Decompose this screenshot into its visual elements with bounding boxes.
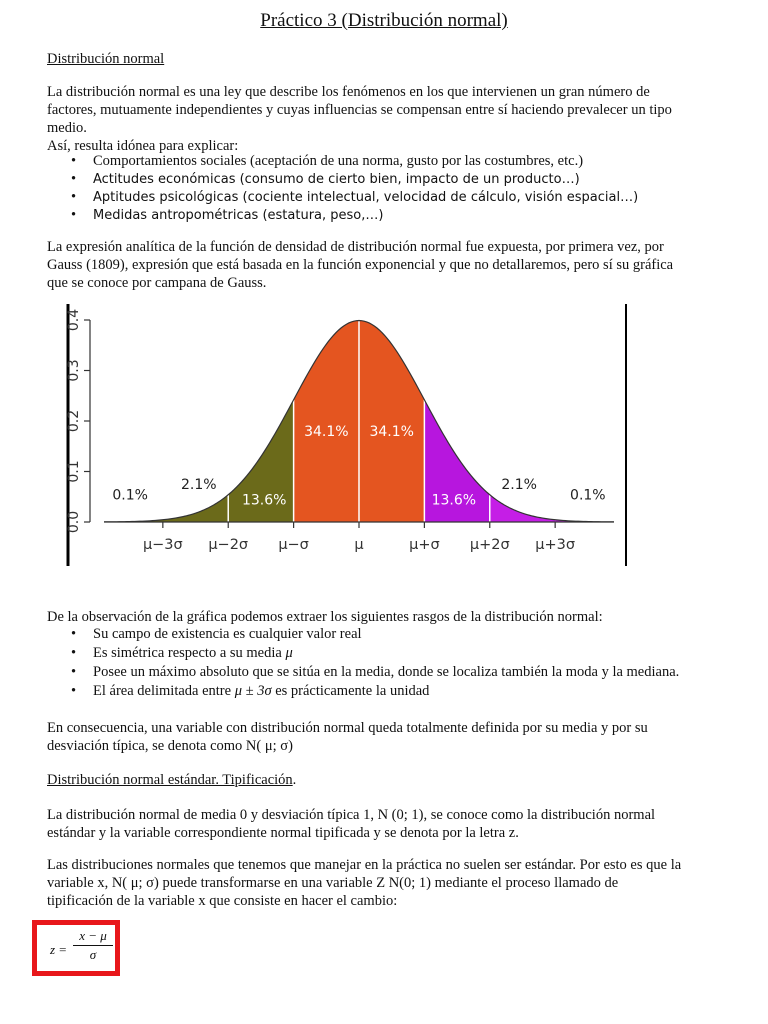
text-line: factores, mutuamente independientes y cuyas influencias se compensan entre sí haciendo prevalecer un tipo [47, 102, 672, 118]
tipificacion-paragraph [47, 856, 737, 910]
text-line: medio. [47, 120, 87, 136]
list-item-text: Medidas antropométricas (estatura, peso,…) [93, 208, 384, 223]
intro-paragraph [47, 83, 737, 155]
chart-data-label: 0.1% [112, 487, 148, 504]
chart-y-tick-label: 0.2 [66, 409, 82, 433]
list-item-text: es prácticamente la unidad [271, 683, 430, 699]
formula-numerator: x − μ [79, 928, 107, 943]
text-line: que se conoce por campana de Gauss. [47, 275, 267, 291]
chart-x-tick-label: μ+3σ [535, 537, 576, 553]
list-item [47, 625, 679, 644]
heading-suffix: . [292, 772, 297, 788]
z-formula-box [32, 920, 120, 976]
text-line: desviación típica, se denota como N( μ; σ) [47, 738, 293, 754]
bullet-icon: • [71, 153, 77, 169]
fraction-bar [73, 945, 113, 946]
text-line: La distribución normal de media 0 y desviación típica 1, N (0; 1), se conoce como la distribución normal [47, 807, 656, 823]
standard-paragraph [47, 806, 737, 842]
gauss-paragraph [47, 238, 737, 292]
text-line: variable x, N( μ; σ) puede transformarse en una variable Z N(0; 1) mediante el proceso llamado de [47, 875, 619, 891]
page-title: Práctico 3 (Distribución normal) [260, 10, 508, 31]
section-heading-distribucion-normal: Distribución normal [47, 51, 165, 67]
applications-list [47, 152, 638, 224]
text-line: En consecuencia, una variable con distribución normal queda totalmente definida por su media y por su [47, 720, 648, 736]
chart-x-tick-label: μ−2σ [208, 537, 249, 553]
chart-y-tick-label: 0.0 [66, 510, 82, 534]
list-item-text: Comportamientos sociales (aceptación de una norma, gusto por las costumbres, etc.) [93, 153, 584, 169]
chart-y-tick-label: 0.3 [66, 359, 82, 382]
bullet-icon: • [71, 645, 77, 661]
bullet-icon: • [71, 683, 77, 699]
list-item [47, 170, 638, 188]
math-mu: μ [285, 645, 293, 661]
list-item [47, 682, 679, 701]
list-item-text: Aptitudes psicológicas (cociente intelectual, velocidad de cálculo, visión espacial…) [93, 190, 639, 205]
section-heading-estandar [47, 772, 296, 789]
formula-lhs: z = [50, 942, 68, 957]
list-item [47, 663, 679, 682]
formula-denominator: σ [89, 947, 97, 962]
chart-region [294, 321, 359, 522]
text-line: tipificación de la variable x que consiste en hacer el cambio: [47, 893, 398, 909]
list-item-text: Es simétrica respecto a su media [93, 645, 286, 661]
chart-region [359, 321, 424, 522]
chart-x-tick-label: μ+2σ [469, 537, 510, 553]
list-item [47, 188, 638, 206]
chart-data-label: 34.1% [304, 424, 349, 441]
list-item-text: Su campo de existencia es cualquier valor real [93, 626, 362, 642]
list-item-text: Actitudes económicas (consumo de cierto bien, impacto de un producto…) [93, 172, 580, 187]
chart-data-label: 13.6% [241, 492, 287, 509]
list-item-text: Posee un máximo absoluto que se sitúa en la media, donde se localiza también la moda y la mediana. [93, 664, 680, 680]
list-item [47, 152, 638, 170]
chart-region [490, 495, 555, 522]
list-item [47, 206, 638, 224]
text-line: La expresión analítica de la función de densidad de distribución normal fue expuesta, por primera vez, por [47, 239, 664, 255]
gauss-bell-chart [66, 304, 628, 566]
text-line: Gauss (1809), expresión que está basada en la función exponencial y que no detallaremos, pero sí su gráfica [47, 257, 674, 273]
bullet-icon: • [71, 189, 77, 205]
properties-list [47, 625, 679, 701]
list-item [47, 644, 679, 663]
math-mu-pm-3sigma: μ ± 3σ [234, 683, 272, 699]
text-line: La distribución normal es una ley que describe los fenómenos en los que intervienen un gran número de [47, 84, 650, 100]
bullet-icon: • [71, 207, 77, 223]
chart-x-tick-label: μ+σ [409, 537, 440, 553]
observations-intro: De la observación de la gráfica podemos extraer los siguientes rasgos de la distribución normal: [47, 609, 603, 625]
list-item-text: El área delimitada entre [93, 683, 235, 699]
chart-x-tick-label: μ−3σ [142, 537, 183, 553]
chart-data-label: 2.1% [501, 477, 537, 494]
chart-data-label: 34.1% [369, 424, 414, 441]
chart-y-tick-label: 0.1 [66, 460, 82, 483]
chart-data-label: 2.1% [181, 477, 217, 494]
chart-data-label: 0.1% [570, 487, 606, 504]
chart-y-tick-label: 0.4 [66, 308, 82, 332]
bullet-icon: • [71, 171, 77, 187]
text-line: Así, resulta idónea para explicar: [47, 138, 239, 154]
heading-text: Distribución normal estándar. Tipificación [47, 772, 293, 788]
chart-x-tick-label: μ [354, 537, 364, 553]
chart-data-label: 13.6% [431, 492, 477, 509]
text-line: Las distribuciones normales que tenemos que manejar en la práctica no suelen ser estándar. Por esto es que la [47, 857, 682, 873]
text-line: estándar y la variable correspondiente normal tipificada y se denota por la letra z. [47, 825, 519, 841]
chart-x-tick-label: μ−σ [278, 537, 309, 553]
formula-fraction [73, 928, 113, 963]
bullet-icon: • [71, 626, 77, 642]
consequence-paragraph [47, 719, 737, 755]
bullet-icon: • [71, 664, 77, 680]
